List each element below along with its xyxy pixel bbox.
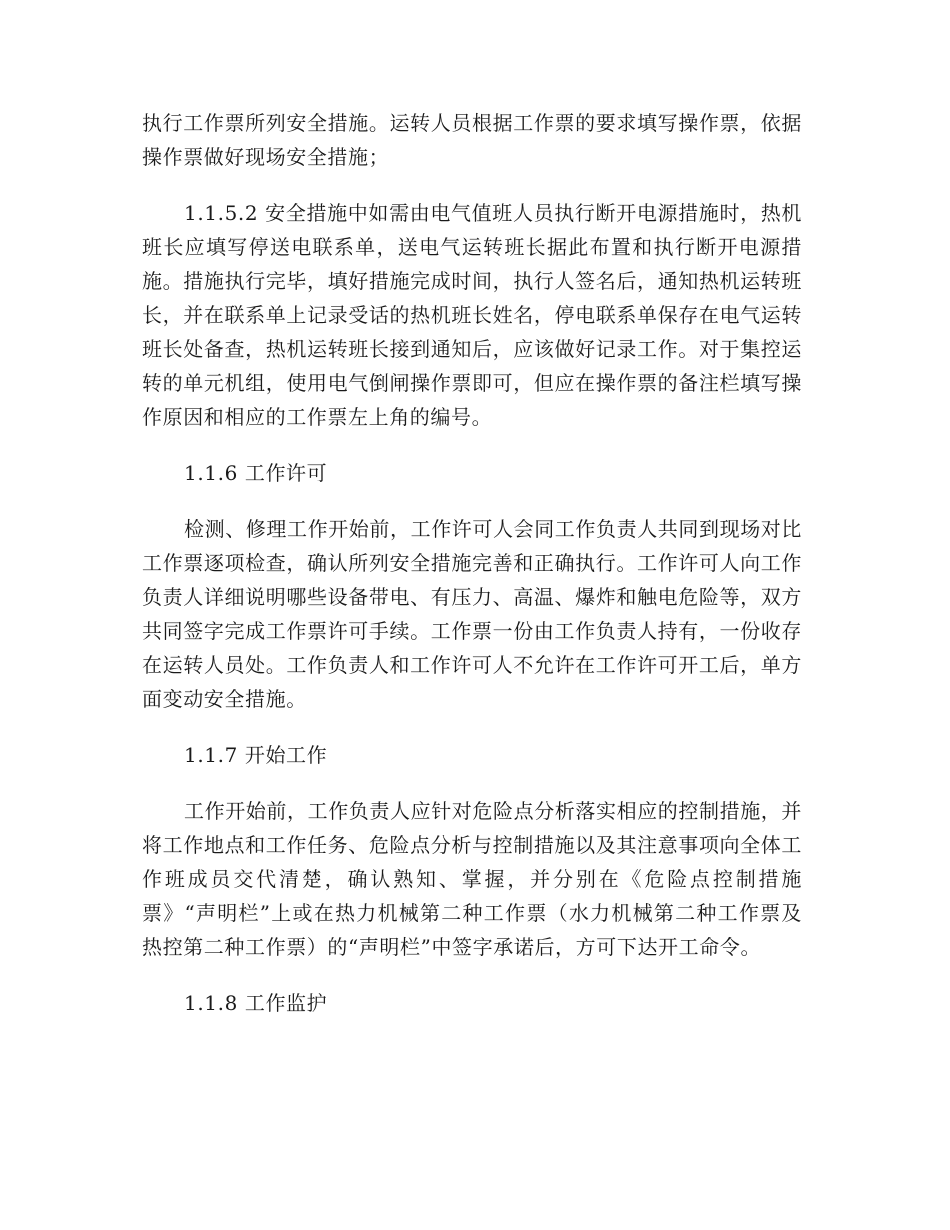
section-heading-1-1-6: 1.1.6 工作许可 <box>184 461 328 485</box>
document-body <box>142 106 802 1042</box>
section-heading-1-1-7: 1.1.7 开始工作 <box>184 743 328 767</box>
paragraph-continuation: 执行工作票所列安全措施。运转人员根据工作票的要求填写操作票，依据操作票做好现场安全措施； <box>142 111 802 169</box>
paragraph-start-work: 工作开始前，工作负责人应针对危险点分析落实相应的控制措施，并将工作地点和工作任务、危险点分析与控制措施以及其注意事项向全体工作班成员交代清楚，确认熟知、掌握，并分别在《危险点控制措施票》“声明栏”上或在热力机械第二种工作票（水力机械第二种工作票及热控第二种工作票）的“声明栏”中签字承诺后，方可下达开工命令。 <box>142 799 802 959</box>
paragraph-work-permit: 检测、修理工作开始前，工作许可人会同工作负责人共同到现场对比工作票逐项检查，确认所列安全措施完善和正确执行。工作许可人向工作负责人详细说明哪些设备带电、有压力、高温、爆炸和触电危险等，双方共同签字完成工作票许可手续。工作票一份由工作负责人持有，一份收存在运转人员处。工作负责人和工作许可人不允许在工作许可开工后，单方面变动安全措施。 <box>142 517 802 711</box>
section-heading-1-1-8: 1.1.8 工作监护 <box>184 991 328 1015</box>
paragraph-1-1-5-2: 1.1.5.2 安全措施中如需由电气值班人员执行断开电源措施时，热机班长应填写停送电联系单，送电气运转班长据此布置和执行断开电源措施。措施执行完毕，填好措施完成时间，执行人签名后，通知热机运转班长，并在联系单上记录受话的热机班长姓名，停电联系单保存在电气运转班长处备查，热机运转班长接到通知后，应该做好记录工作。对于集控运转的单元机组，使用电气倒闸操作票即可，但应在操作票的备注栏填写操作原因和相应的工作票左上角的编号。 <box>142 201 802 429</box>
